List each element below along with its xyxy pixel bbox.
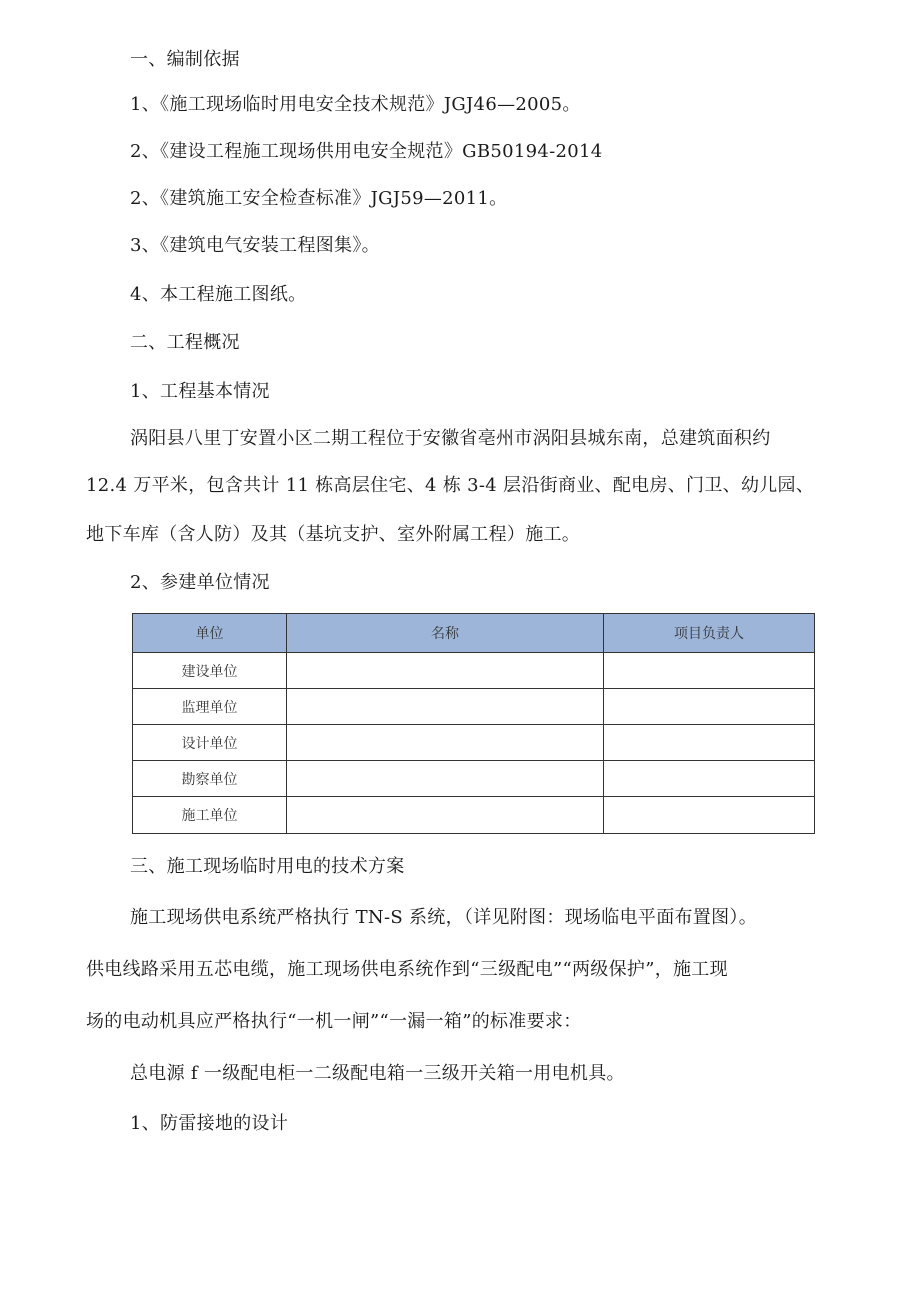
table-row xyxy=(133,797,815,834)
table-row xyxy=(133,653,815,689)
participants-table xyxy=(132,613,815,834)
header-project-leader: 项目负责人 xyxy=(604,614,815,653)
name-cell xyxy=(287,653,604,689)
name-cell xyxy=(287,689,604,725)
table-row xyxy=(133,761,815,797)
name-cell xyxy=(287,797,604,834)
overview-paragraph-line-3: 地下车库（含人防）及其（基坑支护、室外附属工程）施工。 xyxy=(86,524,581,545)
leader-cell xyxy=(604,725,815,761)
plan-paragraph-line-2: 供电线路采用五芯电缆，施工现场供电系统作到“三级配电”“两级保护”，施工现 xyxy=(86,959,728,980)
leader-cell xyxy=(604,653,815,689)
overview-paragraph-line-2: 12.4 万平米，包含共计 11 栋高层住宅、4 栋 3-4 层沿街商业、配电房、门卫、幼儿园、 xyxy=(86,475,815,496)
subheading-participants: 2、参建单位情况 xyxy=(130,572,270,593)
basis-item-1: 1、《施工现场临时用电安全技术规范》JGJ46—2005。 xyxy=(130,94,581,115)
overview-paragraph-line-1: 涡阳县八里丁安置小区二期工程位于安徽省亳州市涡阳县城东南，总建筑面积约 xyxy=(130,428,771,449)
section-heading-basis: 一、编制依据 xyxy=(130,49,240,70)
unit-cell: 监理单位 xyxy=(133,689,287,725)
name-cell xyxy=(287,725,604,761)
subheading-lightning-grounding: 1、防雷接地的设计 xyxy=(130,1113,289,1134)
name-cell xyxy=(287,761,604,797)
leader-cell xyxy=(604,689,815,725)
plan-paragraph-line-3: 场的电动机具应严格执行“一机一闸”“一漏一箱”的标准要求： xyxy=(86,1011,582,1032)
leader-cell xyxy=(604,761,815,797)
basis-item-2: 2、《建设工程施工现场供用电安全规范》GB50194-2014 xyxy=(130,141,603,162)
unit-cell: 建设单位 xyxy=(133,653,287,689)
participants-table-wrapper xyxy=(132,613,814,834)
table-row xyxy=(133,689,815,725)
section-heading-overview: 二、工程概况 xyxy=(130,332,240,353)
plan-paragraph-line-1: 施工现场供电系统严格执行 TN-S 系统，（详见附图：现场临电平面布置图）。 xyxy=(130,907,758,928)
basis-item-3: 2、《建筑施工安全检查标准》JGJ59—2011。 xyxy=(130,188,508,209)
unit-cell: 设计单位 xyxy=(133,725,287,761)
unit-cell: 施工单位 xyxy=(133,797,287,834)
section-heading-technical-plan: 三、施工现场临时用电的技术方案 xyxy=(130,856,405,877)
leader-cell xyxy=(604,797,815,834)
table-header-row xyxy=(133,614,815,653)
subheading-basic-info: 1、工程基本情况 xyxy=(130,381,270,402)
header-unit: 单位 xyxy=(133,614,287,653)
unit-cell: 勘察单位 xyxy=(133,761,287,797)
table-row xyxy=(133,725,815,761)
basis-item-4: 3、《建筑电气安装工程图集》。 xyxy=(130,235,380,256)
power-flow-line: 总电源 f 一级配电柜一二级配电箱一三级开关箱一用电机具。 xyxy=(130,1063,625,1084)
header-name: 名称 xyxy=(287,614,604,653)
basis-item-5: 4、本工程施工图纸。 xyxy=(130,284,307,305)
